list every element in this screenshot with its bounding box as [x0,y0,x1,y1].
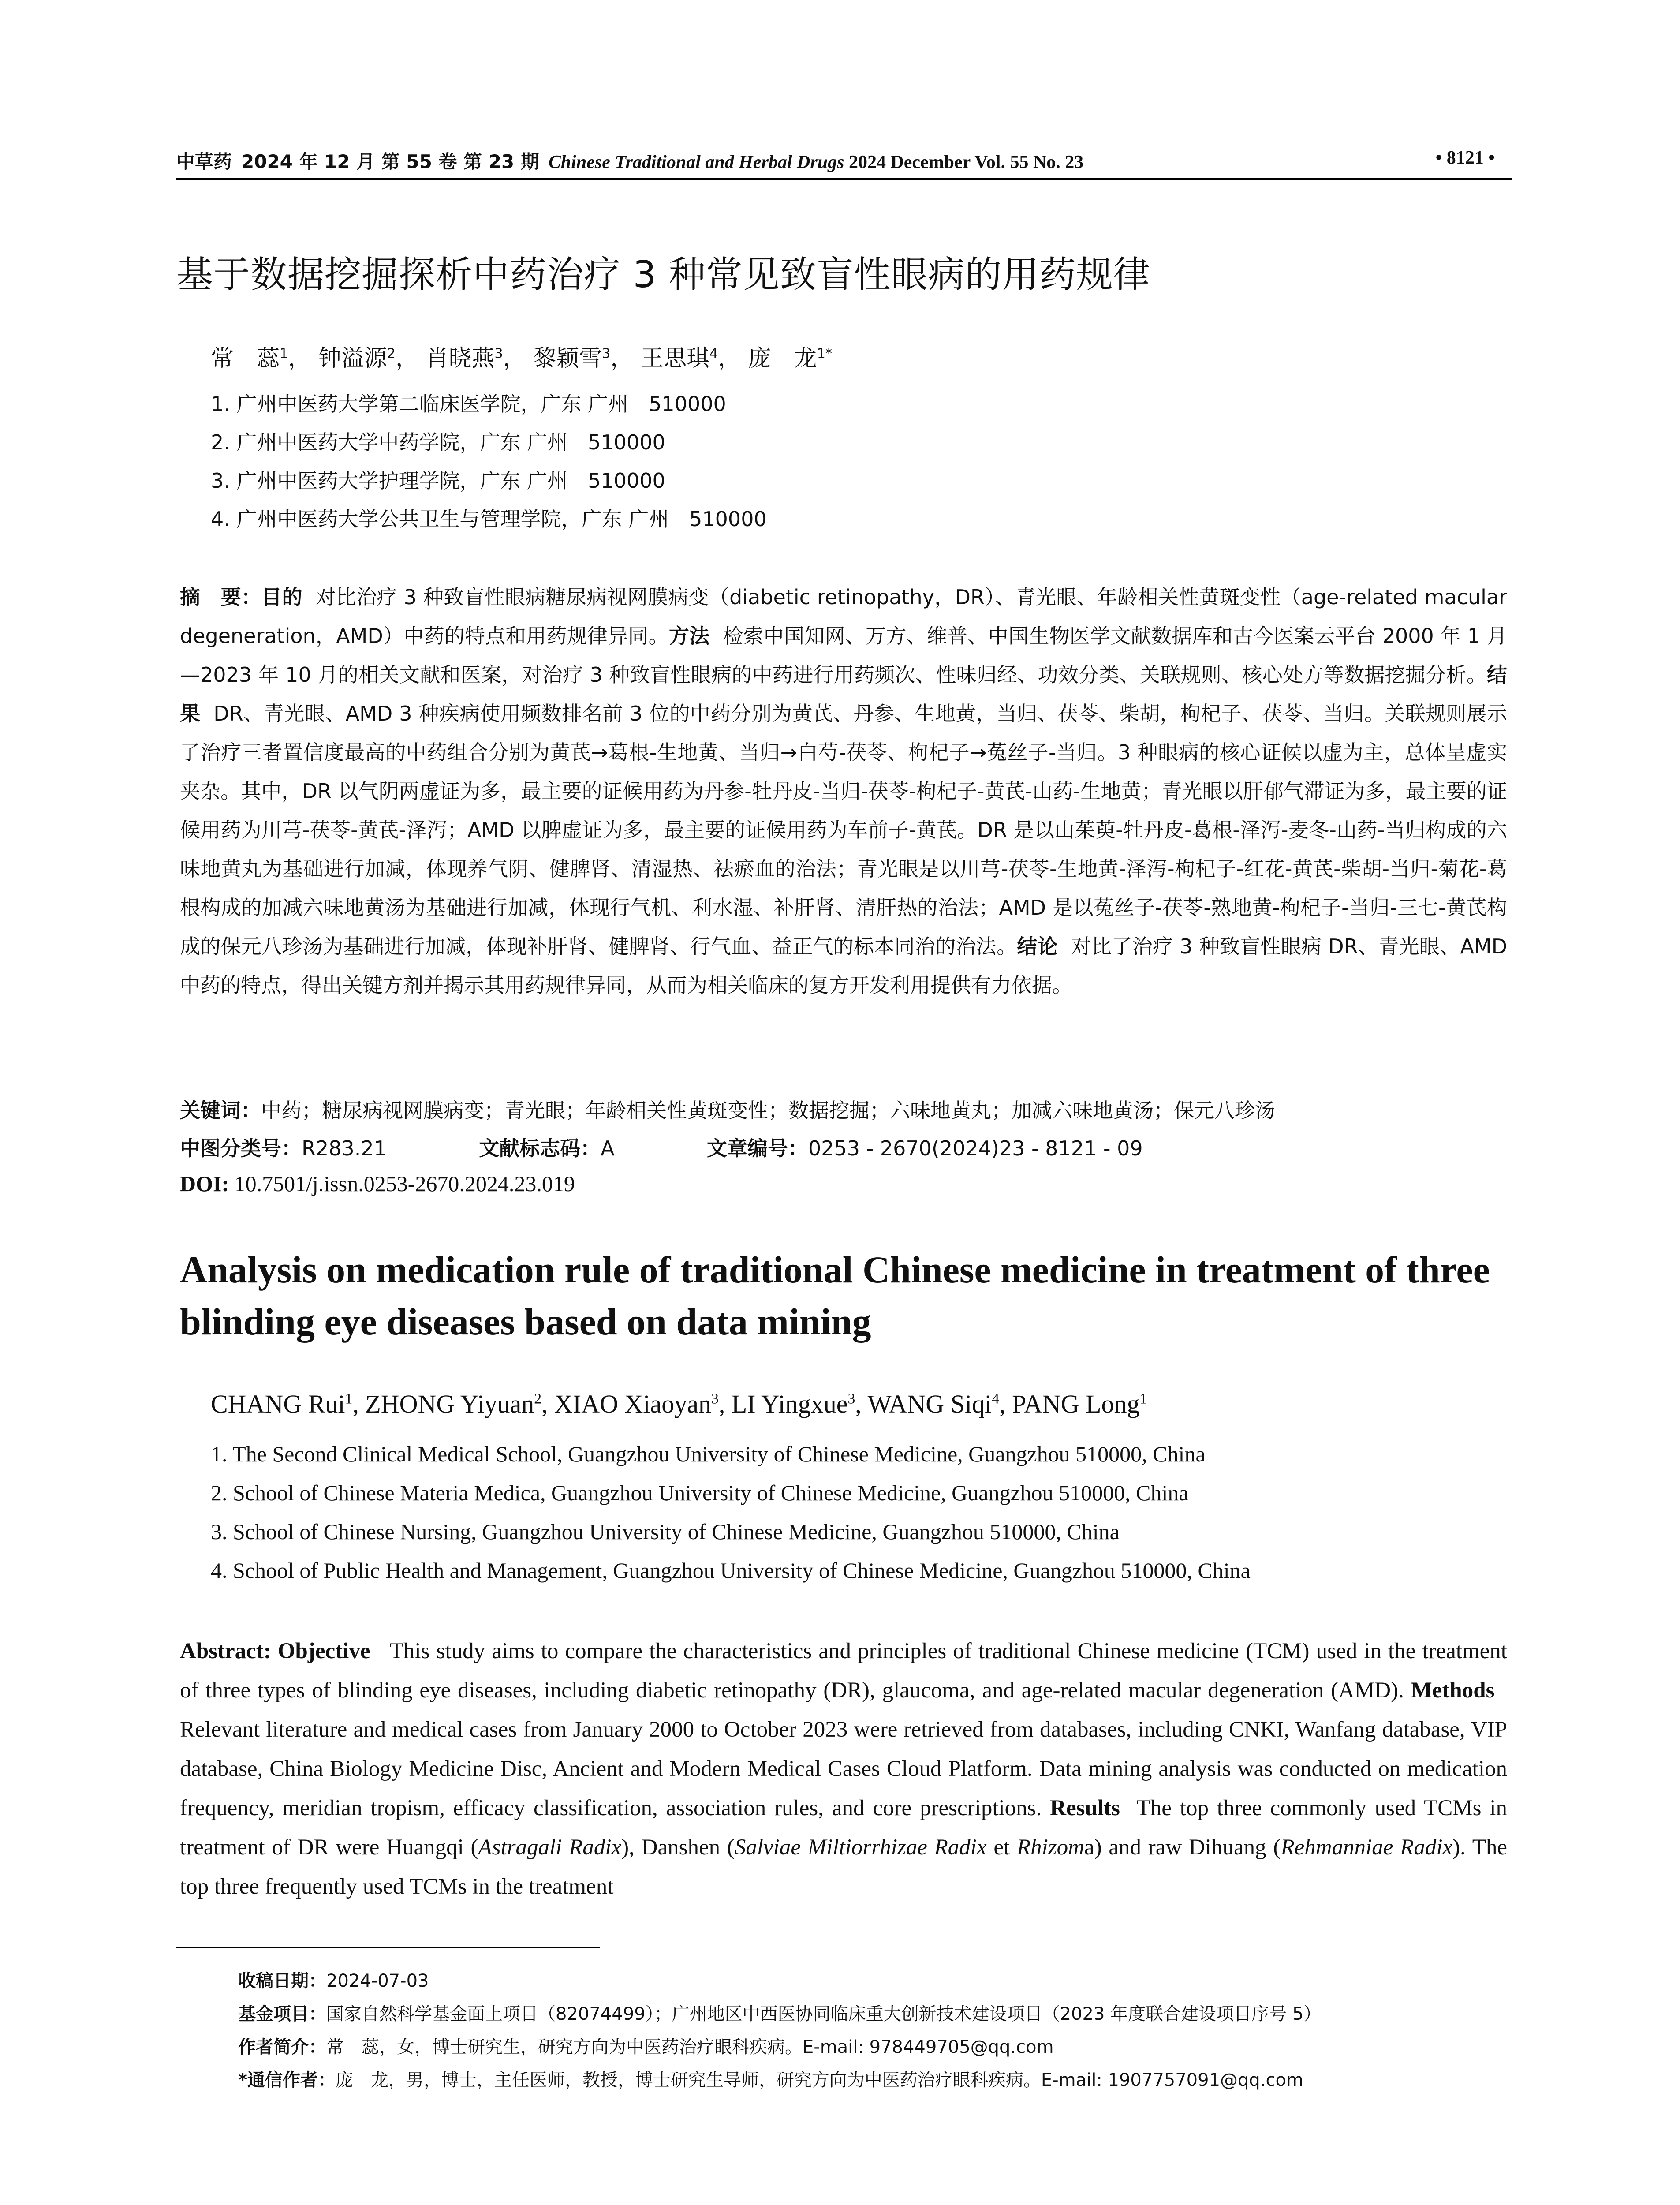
cn-author-sup: 4 [709,346,718,362]
footnote-corresponding [238,2066,1303,2091]
cn-results-label: 结果 [180,663,1507,725]
footnote-author [238,2033,1054,2058]
en-results-text: ), Danshen ( [621,1835,735,1860]
footnote-fund [238,2000,1321,2025]
cn-author: 黎颖雪 [533,345,602,372]
cn-objective: 对比治疗 3 种致盲性眼病糖尿病视网膜病变（diabetic retinopathy，DR）、青光眼、年龄相关性黄斑变性（age-related macular degeneration，AMD）中药的特点和用药规律异同。 [180,585,1507,648]
en-affiliation: 4. School of Public Health and Management, Guangzhou University of Chinese Medicine, Guangzhou 510000, China [211,1558,1251,1583]
en-author: LI Yingxue [731,1390,848,1418]
en-author: ZHONG Yiyuan [365,1390,534,1418]
en-results-latin: Salviae Miltiorrhizae Radix [734,1835,987,1860]
author-label: 作者简介： [238,2037,326,2057]
en-methods-label: Methods [1411,1678,1495,1703]
en-methods: Relevant literature and medical cases from January 2000 to October 2023 were retrieved from databases, including CNKI, Wanfang database, VIP database, China Biology Medicine Disc, Ancient and Modern Medical Cases Cloud Platform. Data mining analysis was conducted on medication frequency, meridian tropism, efficacy classification, association rules, and core prescriptions. [180,1717,1507,1820]
issue-cn: 2024 年 12 月 第 55 卷 第 23 期 [241,151,539,172]
en-results-latin: Astragali Radix [478,1835,622,1860]
en-author-sup: 3 [847,1390,855,1407]
cn-conclusion-label: 结论 [1017,934,1058,958]
cn-affiliation: 4. 广州中医药大学公共卫生与管理学院，广东 广州 510000 [211,507,767,531]
cn-author: 肖晓燕 [426,345,495,372]
cn-author: 庞 龙 [748,345,817,372]
cn-objective-label: 目的 [261,585,302,609]
cn-abstract-label: 摘 要： [180,585,262,609]
en-author: WANG Siqi [867,1390,992,1418]
clc-label: 中图分类号： [180,1136,302,1160]
doc-code-value: A [601,1136,615,1160]
cn-classification [180,1132,1143,1162]
fund-label: 基金项目： [238,2004,326,2024]
doi-value: 10.7501/j.issn.0253-2670.2024.23.019 [234,1171,575,1196]
cn-abstract [180,578,1507,1005]
footnote-rule [176,1947,600,1948]
en-results-text: ). The top three frequently used TCMs in the treatment [180,1835,1508,1899]
en-objective: This study aims to compare the characteristics and principles of traditional Chinese medicine (TCM) used in the treatment of three types of blinding eye diseases, including diabetic retinopathy (DR), glaucoma, and age-related macular degeneration (AMD). [180,1639,1507,1703]
fund-value: 国家自然科学基金面上项目（82074499）；广州地区中西医协同临床重大创新技术建设项目（2023 年度联合建设项目序号 5） [326,2004,1322,2024]
en-affiliation: 3. School of Chinese Nursing, Guangzhou University of Chinese Medicine, Guangzhou 510000, China [211,1519,1120,1544]
en-author-sup: 1 [345,1390,353,1407]
doc-code-label: 文献标志码： [479,1136,601,1160]
en-abstract-label: Abstract: [180,1639,271,1663]
doi-line [180,1171,575,1196]
received-value: 2024-07-03 [326,1971,429,1991]
cn-conclusion: 对比了治疗 3 种致盲性眼病 DR、青光眼、AMD 中药的特点，得出关键方剂并揭示其用药规律异同，从而为相关临床的复方开发利用提供有力依据。 [180,934,1508,997]
en-affiliation: 2. School of Chinese Materia Medica, Guangzhou University of Chinese Medicine, Guangzhou 510000, China [211,1480,1189,1505]
cn-author: 常 蕊 [211,345,280,372]
cn-author-sup: 1* [817,346,832,362]
header-rule [176,178,1512,180]
author-value: 常 蕊，女，博士研究生，研究方向为中医药治疗眼科疾病。E-mail: 978449705@qq.com [326,2037,1054,2057]
en-results-latin: Rehmanniae Radix [1281,1835,1453,1860]
en-results-text: The top three commonly used TCMs in treatment of DR were Huangqi ( [180,1796,1508,1860]
journal-name-en: Chinese Traditional and Herbal Drugs [548,152,844,172]
en-results-latin: Rhizom [1016,1835,1084,1860]
en-author-sup: 2 [534,1390,542,1407]
cn-methods: 检索中国知网、万方、维普、中国生物医学文献数据库和古今医案云平台 2000 年 1 月—2023 年 10 月的相关文献和医案，对治疗 3 种致盲性眼病的中药进行用药频次、性味归经、功效分类、关联规则、核心处方等数据挖掘分析。 [180,624,1508,687]
cn-author: 王思琪 [640,345,709,372]
doi-label: DOI: [180,1171,229,1196]
en-results-text: et [986,1835,1017,1860]
en-author-sup: 3 [711,1390,719,1407]
en-author-sup: 1 [1139,1390,1147,1407]
cn-author-sup: 1 [280,346,288,362]
en-author: PANG Long [1012,1390,1140,1418]
en-authors: CHANG Rui$^1$, ZHONG Yiyuan$^2$, XIAO Xiaoyan$^3$, LI Yingxue$^3$, WANG Siqi$^4$, PANG Long$^1$ [211,1390,1147,1418]
en-title: Analysis on medication rule of traditional Chinese medicine in treatment of three blinding eye diseases based on data mining [180,1248,1490,1343]
cn-author-sup: 3 [494,346,503,362]
en-affiliation: 1. The Second Clinical Medical School, Guangzhou University of Chinese Medicine, Guangzhou 510000, China [211,1442,1206,1466]
issue-en: 2024 December Vol. 55 No. 23 [848,152,1084,172]
cn-author-sup: 3 [602,346,611,362]
en-objective-label: Objective [277,1639,370,1663]
cn-authors: 常 蕊$^1$， 钟溢源$^2$， 肖晓燕$^3$， 黎颖雪$^3$， 王思琪$^4$， 庞 龙$^{1*}$ [211,345,832,372]
received-label: 收稿日期： [238,1971,326,1991]
cn-title: 基于数据挖掘探析中药治疗 3 种常见致盲性眼病的用药规律 [176,253,1150,296]
cn-results: DR、青光眼、AMD 3 种疾病使用频数排名前 3 位的中药分别为黄芪、丹参、生地黄，当归、茯苓、柴胡，枸杞子、茯苓、当归。关联规则展示了治疗三者置信度最高的中药组合分别为黄芪→葛根-生地黄、当归→白芍-茯苓、枸杞子→菟丝子-当归。3 种眼病的核心证候以虚为主，总体呈虚实夹杂。其中，DR 以气阴两虚证为多，最主要的证候用药为丹参-牡丹皮-当归-茯苓-枸杞子-黄芪-山药-生地黄；青光眼以肝郁气滞证为多，最主要的证候用药为川芎-茯苓-黄芪-泽泻；AMD 以脾虚证为多，最主要的证候用药为车前子-黄芪。DR 是以山茱萸-牡丹皮-葛根-泽泻-麦冬-山药-当归构成的六味地黄丸为基础进行加减，体现养气阴、健脾肾、清湿热、祛瘀血的治法；青光眼是以川芎-茯苓-生地黄-泽泻-枸杞子-红花-黄芪-柴胡-当归-菊花-葛根构成的加减六味地黄汤为基础进行加减，体现行气机、利水湿、补肝肾、清肝热的治法；AMD 是以菟丝子-茯苓-熟地黄-枸杞子-当归-三七-黄芪构成的保元八珍汤为基础进行加减，体现补肝肾、健脾肾、行气血、益正气的标本同治的治法。 [180,702,1508,958]
en-author-sup: 4 [992,1390,999,1407]
corr-value: 庞 龙，男，博士，主任医师，教授，博士研究生导师，研究方向为中医药治疗眼科疾病。E-mail: 1907757091@qq.com [335,2070,1303,2090]
header-left [176,147,1083,174]
journal-name-cn: 中草药 [176,151,232,172]
page-number: • 8121 • [1435,148,1495,168]
cn-affiliation: 3. 广州中医药大学护理学院，广东 广州 510000 [211,469,665,493]
article-no-label: 文章编号： [706,1136,808,1160]
cn-affiliation: 2. 广州中医药大学中药学院，广东 广州 510000 [211,430,665,454]
cn-methods-label: 方法 [668,624,710,648]
cn-keywords [180,1095,1275,1124]
footnote-received [238,1967,429,1992]
clc-value: R283.21 [302,1136,387,1160]
cn-keywords-text: 中药；糖尿病视网膜病变；青光眼；年龄相关性黄斑变性；数据挖掘；六味地黄丸；加减六味地黄汤；保元八珍汤 [261,1099,1275,1122]
cn-keywords-label: 关键词： [180,1099,261,1122]
cn-author-sup: 2 [387,346,396,362]
en-author: XIAO Xiaoyan [554,1390,711,1418]
article-no-value: 0253 - 2670(2024)23 - 8121 - 09 [808,1136,1143,1160]
en-author: CHANG Rui [211,1390,345,1418]
en-results-label: Results [1050,1796,1120,1820]
cn-author: 钟溢源 [318,345,387,372]
corr-label: *通信作者： [238,2070,336,2090]
cn-affiliation: 1. 广州中医药大学第二临床医学院，广东 广州 510000 [211,392,726,416]
en-abstract [180,1632,1507,1906]
en-results-text: a) and raw Dihuang ( [1084,1835,1281,1860]
running-header [176,141,1512,176]
